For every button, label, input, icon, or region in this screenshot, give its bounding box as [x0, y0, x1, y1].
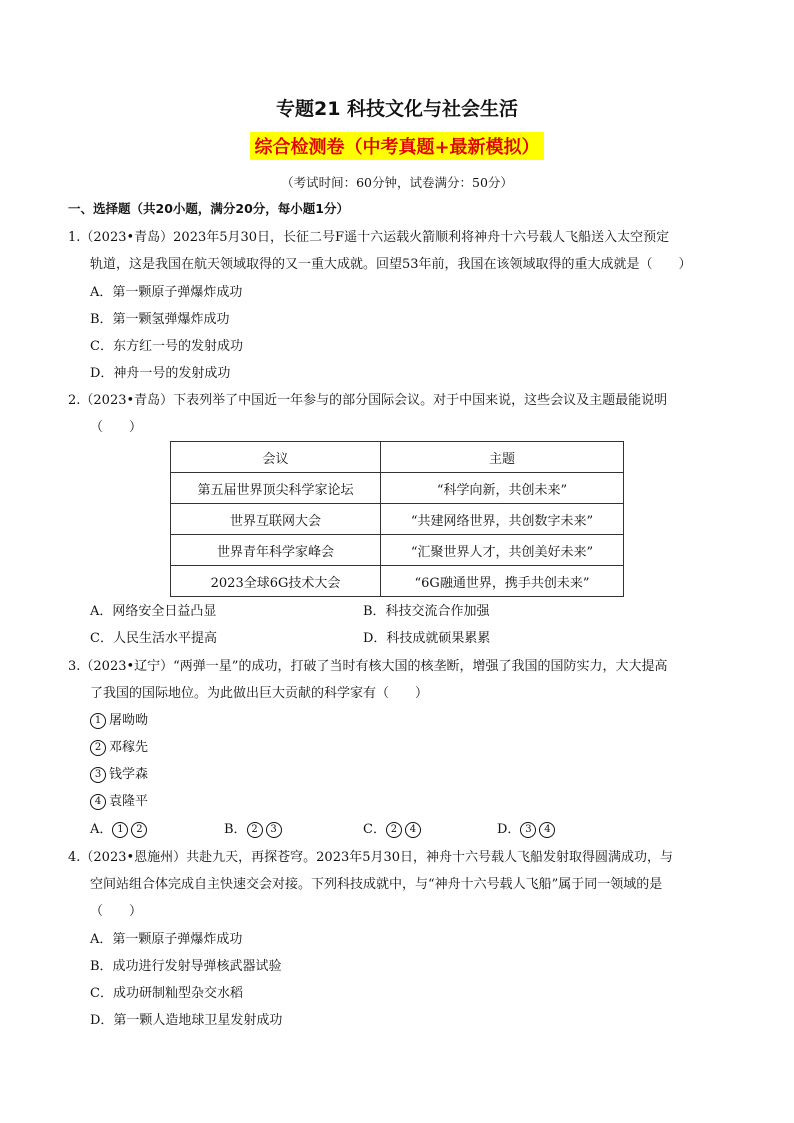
q4-stem-line3: （ ）	[90, 904, 143, 919]
q1-option-c: C．东方红一号的发射成功	[90, 339, 243, 354]
q2-option-d: D．科技成就硕果累累	[363, 631, 491, 646]
circled-number: 3	[266, 822, 282, 838]
q2-option-a: A．网络安全日益凸显	[90, 604, 217, 619]
table-cell: 第五届世界顶尖科学家论坛	[171, 473, 381, 504]
q2-option-c: C．人民生活水平提高	[90, 631, 217, 646]
circled-number: 2	[386, 822, 402, 838]
circled-number: 3	[90, 767, 106, 783]
q1-option-a: A．第一颗原子弹爆炸成功	[90, 285, 243, 300]
conference-table	[170, 441, 624, 597]
q1-option-b: B．第一颗氢弹爆炸成功	[90, 312, 230, 327]
table-row	[171, 473, 624, 504]
q4-stem-line2: 空间站组合体完成自主快速交会对接。下列科技成就中，与“神舟十六号载人飞船”属于同一领域的是	[90, 877, 663, 892]
circled-number: 1	[90, 713, 106, 729]
q3-option-c	[363, 818, 424, 838]
q4-option-a: A．第一颗原子弹爆炸成功	[90, 932, 243, 947]
table-header-row	[171, 442, 624, 473]
q3-item-2	[90, 736, 148, 756]
circled-number: 4	[405, 822, 421, 838]
q3-item-4	[90, 790, 148, 810]
q3-option-d	[497, 818, 558, 838]
q3-option-b	[224, 818, 285, 838]
q1-stem-line2: 轨道，这是我国在航天领域取得的又一重大成就。回望53年前，我国在该领域取得的重大成就是（ ）	[90, 257, 692, 272]
q3-item-text: 钱学森	[109, 767, 149, 782]
page-title: 专题21 科技文化与社会生活	[275, 98, 519, 120]
q1-stem-line1: 1.（2023•青岛）2023年5月30日，长征二号F遥十六运载火箭顺利将神舟十六号载人飞船送入太空预定	[68, 230, 670, 245]
table-row	[171, 566, 624, 597]
q2-option-b: B．科技交流合作加强	[363, 604, 490, 619]
q3-stem-line2: 了我国的国际地位。为此做出巨大贡献的科学家有（ ）	[90, 686, 429, 701]
q3-item-text: 袁隆平	[109, 794, 149, 809]
table-cell: 2023全球6G技术大会	[171, 566, 381, 597]
exam-meta: （考试时间：60分钟，试卷满分：50分）	[281, 175, 513, 190]
table-cell: “汇聚世界人才，共创美好未来”	[381, 535, 624, 566]
subtitle-wrap	[0, 132, 794, 160]
option-letter: A．	[90, 822, 113, 837]
q2-stem-line1: 2.（2023•青岛）下表列举了中国近一年参与的部分国际会议。对于中国来说，这些会议及主题最能说明	[68, 393, 668, 408]
q4-stem-line1: 4.（2023•恩施州）共赴九天，再探苍穹。2023年5月30日，神舟十六号载人飞船发射取得圆满成功，与	[68, 850, 674, 865]
q4-option-b: B．成功进行发射导弹核武器试验	[90, 959, 282, 974]
table-cell: “共建网络世界，共创数字未来”	[381, 504, 624, 535]
table-header: 主题	[381, 442, 624, 473]
q3-item-text: 屠呦呦	[109, 713, 149, 728]
q3-stem-line1: 3.（2023•辽宁）“两弹一星”的成功，打破了当时有核大国的核垄断，增强了我国的国防实力，大大提高	[68, 659, 668, 674]
table-cell: 世界互联网大会	[171, 504, 381, 535]
table-cell: “6G融通世界，携手共创未来”	[381, 566, 624, 597]
circled-number: 2	[247, 822, 263, 838]
table-cell: 世界青年科学家峰会	[171, 535, 381, 566]
q3-item-3	[90, 763, 148, 783]
q2-stem-line2: （ ）	[90, 420, 143, 435]
circled-number: 3	[520, 822, 536, 838]
table-row	[171, 535, 624, 566]
circled-number: 1	[112, 822, 128, 838]
section-heading: 一、选择题（共20小题，满分20分，每小题1分）	[68, 201, 349, 216]
circled-number: 4	[539, 822, 555, 838]
q3-item-text: 邓稼先	[109, 740, 149, 755]
table-cell: “科学向新，共创未来”	[381, 473, 624, 504]
q1-option-d: D．神舟一号的发射成功	[90, 366, 231, 381]
option-letter: D．	[497, 822, 521, 837]
table-row	[171, 504, 624, 535]
q4-option-c: C．成功研制籼型杂交水稻	[90, 986, 243, 1001]
table-header: 会议	[171, 442, 381, 473]
option-letter: C．	[363, 822, 386, 837]
page-subtitle: 综合检测卷（中考真题+最新模拟）	[250, 132, 543, 160]
circled-number: 4	[90, 794, 106, 810]
q4-option-d: D．第一颗人造地球卫星发射成功	[90, 1013, 283, 1028]
circled-number: 2	[90, 740, 106, 756]
q3-option-a	[90, 818, 150, 838]
q3-item-1	[90, 709, 148, 729]
option-letter: B．	[224, 822, 247, 837]
circled-number: 2	[131, 822, 147, 838]
